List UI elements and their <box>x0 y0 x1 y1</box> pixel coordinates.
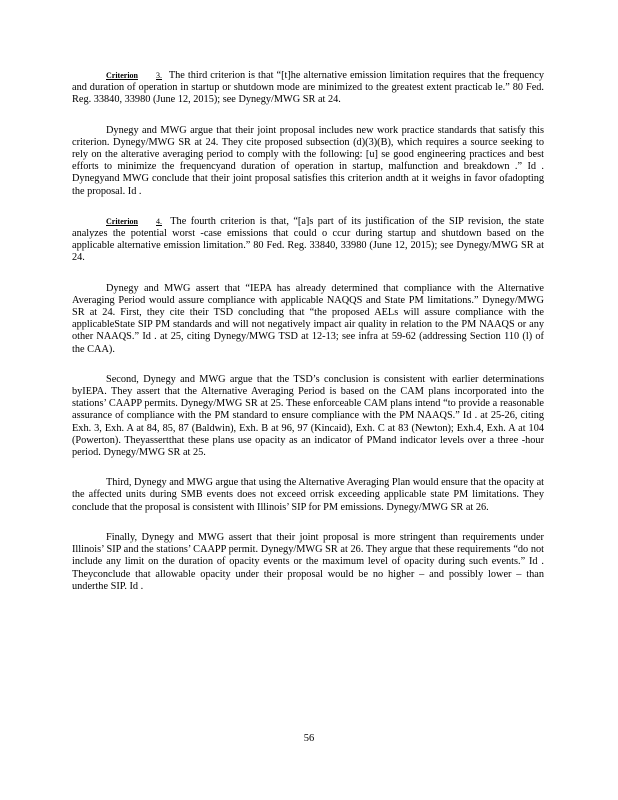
paragraph-criterion-3 <box>72 70 544 107</box>
criterion-label: Criterion <box>106 71 138 80</box>
paragraph: Second, Dynegy and MWG argue that the TSD’s conclusion is consistent with earlier determinations byIEPA. They assert that the Alternative Averaging Period is based on the CAM plans incorporated into the stations’ CAAPP permits. Dynegy/MWG SR at 25. These enforceable CAM plans intend “to provide a reasonable assurance of compliance with the PM standard to ensure compliance with the PM NAAQS.” Id . at 25-26, citing Exh. 3, Exh. A at 84, 85, 87 (Baldwin), Exh. B at 96, 97 (Kincaid), Exh. C at 83 (Newton); Exh.4, Exh. A at 104 (Powerton). Theyassertthat these plans use opacity as an indicator of PMand indicator levels over a three -hour period. Dynegy/MWG SR at 25. <box>72 373 544 459</box>
paragraph: Third, Dynegy and MWG argue that using the Alternative Averaging Plan would ensure that the opacity at the affected units during SMB events does not exceed orrisk exceeding applicable state PM limitations. They conclude that the proposal is consistent with Illinois’ SIP for PM emissions. Dynegy/MWG SR at 26. <box>72 477 544 513</box>
paragraph-text: The third criterion is that “[t]he alternative emission limitation requires that the frequency and duration of operation in startup or shutdown mode are minimized to the greatest extent practicab le.” 80 Fed. Reg. 33840, 33980 (June 12, 2015); see Dynegy/MWG SR at 24. <box>72 70 544 106</box>
paragraph: Dynegy and MWG assert that “IEPA has already determined that compliance with the Alternative Averaging Period would assure compliance with applicable NAQQS and State PM limitations.” Dynegy/MWG SR at 24. First, they cite their TSD concluding that “the proposed AELs will assure compliance with the applicableState SIP PM standards and will not negatively impact air quality in relation to the PM NAAQS or any other NAAQS.” Id . at 25, citing Dynegy/MWG TSD at 12-13; see infra at 59-62 (addressing Section 110 (l) of the CAA). <box>72 282 544 355</box>
criterion-label: Criterion <box>106 216 138 226</box>
criterion-number: 3. <box>156 71 162 80</box>
paragraph-criterion-4 <box>72 216 544 265</box>
paragraph-text: The fourth criterion is that, “[a]s part of its justification of the SIP revision, the state analyzes the potential worst -case emissions that could o ccur during startup and shutdown based on the applicable alternative emission limitation.” 80 Fed. Reg. 33840, 33980 (June 12, 2015); see Dynegy/MWG SR at 24. <box>72 215 545 264</box>
paragraph: Finally, Dynegy and MWG assert that their joint proposal is more stringent than requirements under Illinois’ SIP and the stations’ CAAPP permit. Dynegy/MWG SR at 26. They argue that these requirements “do not include any limit on the duration of opacity events or the maximum level of opacity during such events.” Id . Theyconclude that allowable opacity under their proposal would be no higher – and possibly lower – than underthe SIP. Id . <box>72 531 544 592</box>
criterion-number: 4. <box>156 216 162 226</box>
document-body <box>72 70 544 611</box>
paragraph: Dynegy and MWG argue that their joint proposal includes new work practice standards that satisfy this criterion. Dynegy/MWG SR at 24. They cite proposed subsection (d)(3)(B), which requires a source seeking to rely on the alterative averaging period to comply with the following: [u] se good engineering practices and best efforts to minimize the frequencyand duration of operation in startup, malfunction and breakdown .” Id . Dynegyand MWG conclude that their joint proposal satisfies this criterion andth at it weighs in favor ofadopting the proposal. Id . <box>72 124 544 197</box>
page-number: 56 <box>303 733 315 744</box>
